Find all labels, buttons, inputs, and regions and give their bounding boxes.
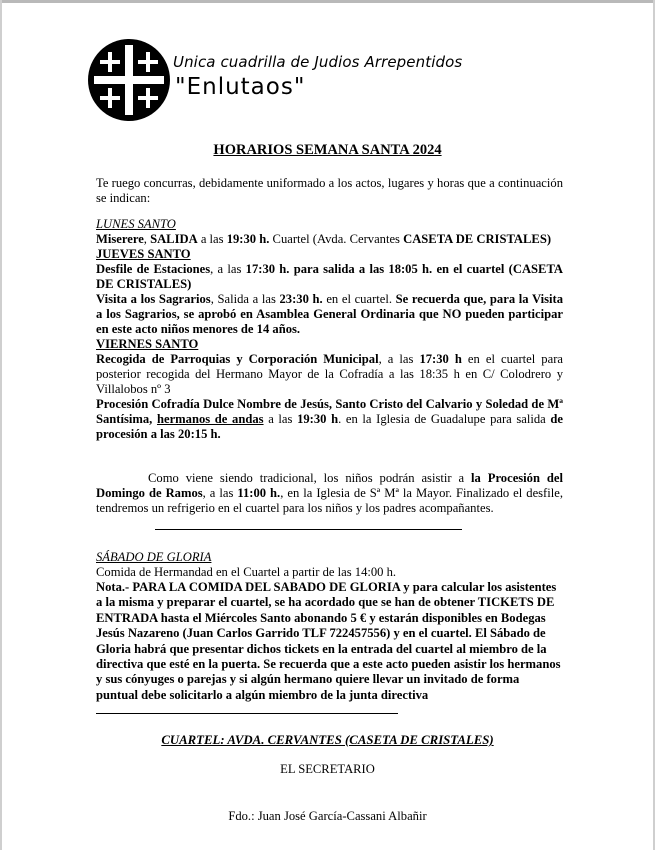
nota-text: Nota.- PARA LA COMIDA DEL SABADO DE GLORIA y para calcular los asistentes a la misma y preparar el cuartel, se ha acordado que se han de obtener TICKETS DE ENTRADA hasta el Miércoles Santo abonando 5 € y estarán disponibles en Bodegas Jesús Nazareno (Juan Carlos Garrido TLF 722457556) y en el cuartel. El Sábado de Gloria habrá que presentar dichos tickets en la entrada del cuartel al miembro de la directiva que esté en la puerta. Se recuerda que a este acto pueden asistir los hermanos y sus cónyuges o parejas y si algún hermano quiere llevar un invitado de forma puntual debe solicitarlo a algún miembro de la junta directiva bbox=[96, 580, 561, 702]
viernes-p4: 19:30 h bbox=[297, 412, 339, 426]
viernes-p5: . en la Iglesia de Guadalupe para salida bbox=[338, 412, 551, 426]
jueves-desfile bbox=[96, 262, 563, 292]
nota-underline bbox=[96, 703, 398, 714]
viernes-r2: , a las bbox=[378, 352, 420, 366]
viernes-r3: 17:30 h bbox=[419, 352, 462, 366]
jueves-v4: en el cuartel. bbox=[322, 292, 396, 306]
lunes-t1: Miserere bbox=[96, 232, 144, 246]
secretario-label: EL SECRETARIO bbox=[280, 762, 375, 776]
viernes-procesion bbox=[96, 397, 563, 442]
jueves-d1: Desfile de Estaciones bbox=[96, 262, 211, 276]
viernes-r1: Recogida de Parroquias y Corporación Municipal bbox=[96, 352, 379, 366]
jueves-visita bbox=[96, 292, 563, 337]
page-title: HORARIOS SEMANA SANTA 2024 bbox=[213, 142, 442, 158]
lunes-t7: CASETA DE CRISTALES) bbox=[403, 232, 552, 246]
lunes-t2: , bbox=[143, 232, 151, 246]
trad-d: 11:00 h. bbox=[237, 486, 281, 500]
divider-line bbox=[155, 529, 462, 530]
jueves-v3: 23:30 h. bbox=[279, 292, 323, 306]
jueves-v1: Visita a los Sagrarios bbox=[96, 292, 211, 306]
lunes-t3: SALIDA bbox=[150, 232, 198, 246]
intro-paragraph bbox=[96, 176, 563, 206]
viernes-p3: a las bbox=[263, 412, 298, 426]
logo-nickname: "Enlutaos" bbox=[175, 74, 306, 100]
schedule-block bbox=[96, 217, 563, 442]
lunes-t6: Cuartel (Avda. Cervantes bbox=[269, 232, 404, 246]
trad-b: la Procesión del Domingo de Ramos bbox=[96, 471, 564, 500]
jueves-v2: , Salida a las bbox=[210, 292, 280, 306]
page-top-border bbox=[0, 0, 655, 3]
viernes-p6: de procesión a las 20:15 h. bbox=[96, 412, 563, 441]
lunes-heading: LUNES SANTO bbox=[96, 217, 176, 231]
viernes-p2: hermanos de andas bbox=[156, 412, 264, 426]
sabado-heading: SÁBADO DE GLORIA bbox=[96, 550, 212, 564]
page-left-border bbox=[0, 0, 2, 850]
lunes-paragraph bbox=[96, 232, 563, 247]
sabado-line: Comida de Hermandad en el Cuartel a partir de las 14:00 h. bbox=[96, 565, 397, 579]
intro-text: Te ruego concurras, debidamente uniformado a los actos, lugares y horas que a continuación se indican: bbox=[96, 176, 563, 205]
viernes-recogida bbox=[96, 352, 563, 397]
jueves-d3: 17:30 h. para salida a las 18:05 h. en el cuartel (CASETA DE CRISTALES) bbox=[96, 262, 563, 291]
viernes-r4: en el cuartel para posterior recogida del Hermano Mayor de la Cofradía a las 18:35 h en C/ Colodrero y Villalobos nº 3 bbox=[96, 352, 563, 396]
sabado-block bbox=[96, 550, 563, 719]
cuartel-address: CUARTEL: AVDA. CERVANTES (CASETA DE CRISTALES) bbox=[161, 733, 494, 747]
viernes-p1: Procesión Cofradía Dulce Nombre de Jesús, Santo Cristo del Calvario y Soledad de Mª Santísima, bbox=[96, 397, 563, 426]
viernes-heading: VIERNES SANTO bbox=[96, 337, 199, 351]
trad-a: Como viene siendo tradicional, los niños podrán asistir a bbox=[148, 471, 472, 485]
tradicional-paragraph bbox=[96, 471, 563, 516]
signature-name: Fdo.: Juan José García-Cassani Albañir bbox=[228, 809, 427, 823]
lunes-t5: 19:30 h. bbox=[226, 232, 270, 246]
trad-c: , a las bbox=[202, 486, 238, 500]
jueves-heading: JUEVES SANTO bbox=[96, 247, 191, 261]
sabado-nota bbox=[96, 580, 563, 719]
lunes-t4: a las bbox=[197, 232, 227, 246]
brotherhood-cross-logo bbox=[88, 39, 170, 121]
logo-name: Unica cuadrilla de Judios Arrepentidos bbox=[173, 53, 463, 71]
trad-e: , en la Iglesia de Sª Mª la Mayor. Finalizado el desfile, tendremos un refrigerio en el cuartel para los niños y los padres acompañantes. bbox=[96, 486, 563, 515]
jueves-v5: Se recuerda que, para la Visita a los Sagrarios, se aprobó en Asamblea General Ordinaria que NO pueden participar en este acto niños menores de 14 años. bbox=[96, 292, 563, 336]
jueves-d2: , a las bbox=[210, 262, 246, 276]
